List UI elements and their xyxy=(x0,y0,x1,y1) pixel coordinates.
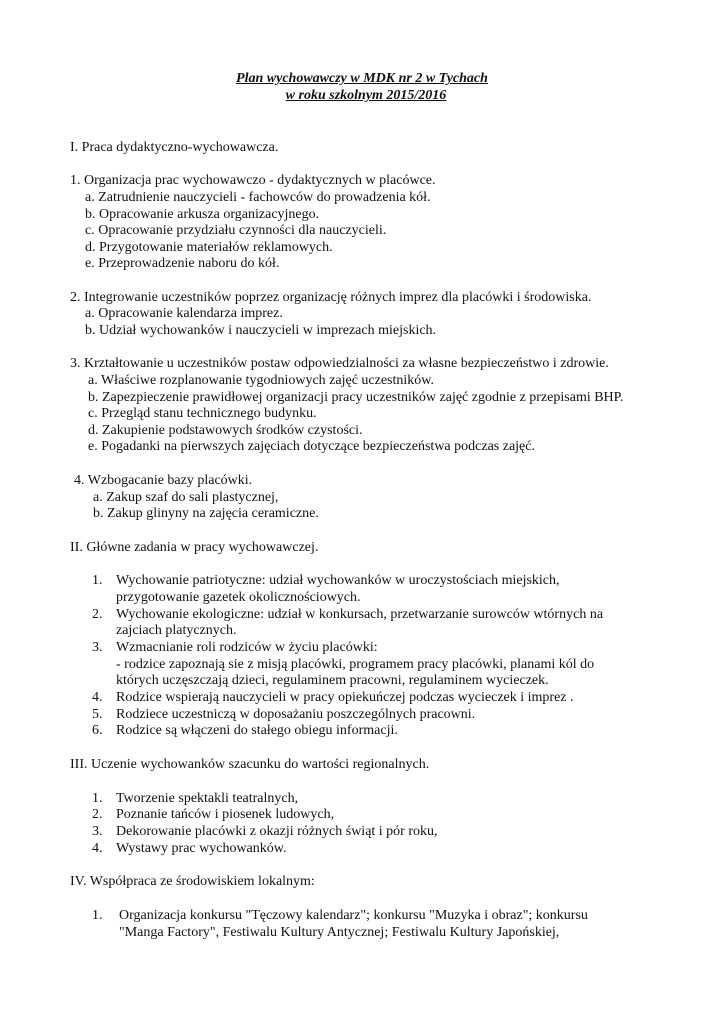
list-item: e. Pogadanki na pierwszych zajęciach dotyczące bezpieczeństwa podczas zajęć. xyxy=(88,439,535,454)
document-title: Plan wychowawczy w MDK nr 2 w Tychach xyxy=(236,71,488,86)
list-item: których uczęszczają dzieci, regulaminem pracowni, regulaminem wycieczek. xyxy=(116,673,549,688)
list-number: 2. xyxy=(92,607,103,622)
list-item: Rodzice są włączeni do stałego obiegu informacji. xyxy=(116,723,398,738)
list-item: przygotowanie gazetek okolicznościowych. xyxy=(116,590,361,605)
list-item: b. Opracowanie arkusza organizacyjnego. xyxy=(85,207,320,222)
list-item: Wzmacnianie roli rodziców w życiu placówki: xyxy=(116,640,378,655)
list-number: 3. xyxy=(92,640,103,655)
list-number: 6. xyxy=(92,723,103,738)
list-item: c. Opracowanie przydziału czynności dla nauczycieli. xyxy=(85,223,387,238)
list-item: a. Zatrudnienie nauczycieli - fachowców do prowadzenia kół. xyxy=(85,190,431,205)
list-item: c. Przegląd stanu technicznego budynku. xyxy=(88,406,317,421)
list-item: Wychowanie ekologiczne: udział w konkursach, przetwarzanie surowców wtórnych na xyxy=(116,607,604,622)
list-item: Wystawy prac wychowanków. xyxy=(116,841,287,856)
list-item: a. Zakup szaf do sali plastycznej, xyxy=(93,490,279,505)
list-item: b. Udział wychowanków i nauczycieli w imprezach miejskich. xyxy=(85,323,437,338)
section-heading: III. Uczenie wychowanków szacunku do wartości regionalnych. xyxy=(70,757,430,772)
list-item: zajciach platycznych. xyxy=(116,623,237,638)
point-heading: 3. Krztałtowanie u uczestników postaw odpowiedzialności za własne bezpieczeństwo i zdrowie. xyxy=(70,356,609,371)
list-item: Organizacja konkursu "Tęczowy kalendarz"; konkursu "Muzyka i obraz"; konkursu xyxy=(119,908,588,923)
list-number: 1. xyxy=(92,573,103,588)
point-heading: 4. Wzbogacanie bazy placówki. xyxy=(74,473,253,488)
list-item: d. Przygotowanie materiałów reklamowych. xyxy=(85,240,333,255)
list-item: Poznanie tańców i piosenek ludowych, xyxy=(116,807,335,822)
list-number: 5. xyxy=(92,707,103,722)
list-number: 4. xyxy=(92,841,103,856)
list-number: 3. xyxy=(92,824,103,839)
list-number: 1. xyxy=(92,791,103,806)
list-number: 1. xyxy=(92,908,103,923)
list-item: - rodzice zapoznają sie z misją placówki, programem pracy placówki, planami kól do xyxy=(116,657,595,672)
list-item: e. Przeprowadzenie naboru do kół. xyxy=(85,256,280,271)
point-heading: 2. Integrowanie uczestników poprzez organizację różnych imprez dla placówki i środowiska. xyxy=(70,290,592,305)
list-item: Wychowanie patriotyczne: udział wychowanków w uroczystościach miejskich, xyxy=(116,573,560,588)
list-number: 2. xyxy=(92,807,103,822)
list-item: Dekorowanie placówki z okazji różnych świąt i pór roku, xyxy=(116,824,438,839)
list-item: b. Zakup glinyny na zajęcia ceramiczne. xyxy=(93,506,319,521)
list-item: d. Zakupienie podstawowych środków czystości. xyxy=(88,423,363,438)
list-item: b. Zapezpieczenie prawidłowej organizacji pracy uczestników zajęć zgodnie z przepisami BHP. xyxy=(88,390,624,405)
list-item: a. Właściwe rozplanowanie tygodniowych zajęć uczestników. xyxy=(88,373,434,388)
section-heading: II. Główne zadania w pracy wychowawczej. xyxy=(70,540,319,555)
document-subtitle: w roku szkolnym 2015/2016 xyxy=(285,88,447,103)
list-item: a. Opracowanie kalendarza imprez. xyxy=(85,306,283,321)
list-item: Rodzice wspierają nauczycieli w pracy opiekuńczej podczas wycieczek i imprez . xyxy=(116,690,574,705)
section-heading: I. Praca dydaktyczno-wychowawcza. xyxy=(70,140,279,155)
list-number: 4. xyxy=(92,690,103,705)
section-heading: IV. Współpraca ze środowiskiem lokalnym: xyxy=(70,874,315,889)
list-item: Tworzenie spektakli teatralnych, xyxy=(116,791,299,806)
list-item: Rodziece uczestniczą w doposażaniu poszczególnych pracowni. xyxy=(116,707,476,722)
list-item: "Manga Factory", Festiwalu Kultury Antycznej; Festiwalu Kultury Japońskiej, xyxy=(119,925,560,940)
point-heading: 1. Organizacja prac wychowawczo - dydaktycznych w placówce. xyxy=(70,173,436,188)
